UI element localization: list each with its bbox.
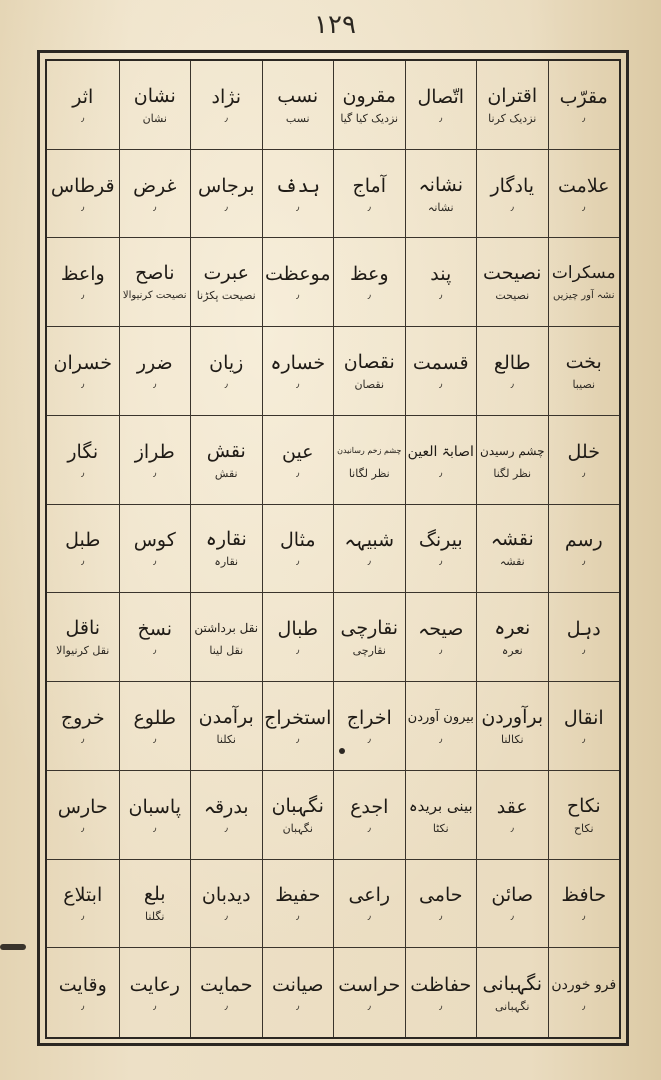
cell-word: ناصح	[135, 262, 175, 285]
cell-gloss: ٫	[81, 290, 85, 302]
table-cell	[405, 416, 477, 505]
cell-gloss: نگہبانی	[495, 999, 530, 1013]
cell-gloss: نزدیک کرنا	[488, 111, 537, 125]
cell-gloss: ٫	[510, 822, 514, 834]
table-cell	[119, 771, 191, 860]
table-cell	[333, 593, 405, 682]
cell-gloss: ٫	[439, 112, 443, 124]
table-cell	[476, 238, 548, 327]
cell-word: طلوع	[133, 706, 177, 729]
table-cell	[190, 860, 262, 949]
table-cell	[190, 327, 262, 416]
cell-word: وقایت	[58, 973, 107, 996]
cell-gloss: نسب	[285, 111, 310, 125]
table-cell	[119, 238, 191, 327]
cell-word: شبیہہ	[344, 529, 395, 552]
table-cell	[119, 860, 191, 949]
cell-word: بخت	[565, 351, 602, 374]
cell-word: فرو خوردن	[551, 976, 617, 993]
cell-word: انقال	[563, 706, 604, 729]
cell-word: عقد	[496, 795, 528, 818]
cell-gloss: ٫	[439, 911, 443, 923]
table-cell	[119, 61, 191, 150]
cell-word: طبل	[65, 529, 101, 552]
table-cell	[262, 416, 334, 505]
table-cell	[476, 61, 548, 150]
cell-gloss: ٫	[224, 1000, 228, 1012]
table-cell	[190, 416, 262, 505]
cell-word: خسارہ	[270, 352, 326, 375]
table-cell	[476, 327, 548, 416]
cell-gloss: نقشہ	[499, 555, 525, 569]
cell-gloss: ٫	[296, 733, 300, 745]
cell-gloss: ٫	[224, 911, 228, 923]
table-cell	[333, 505, 405, 594]
cell-word: رعایت	[129, 973, 180, 996]
table-cell	[119, 505, 191, 594]
cell-gloss: ٫	[153, 201, 157, 213]
table-cell	[333, 238, 405, 327]
cell-gloss: ٫	[367, 556, 371, 568]
cell-gloss: ٫	[81, 733, 85, 745]
cell-word: واعظ	[60, 263, 105, 286]
table-cell	[333, 327, 405, 416]
table-cell	[405, 238, 477, 327]
cell-gloss: ٫	[81, 1000, 85, 1012]
ink-dot	[339, 748, 345, 754]
cell-word: اخراج	[346, 706, 392, 729]
cell-gloss: ٫	[439, 733, 443, 745]
cell-word: استخراج	[264, 706, 332, 729]
cell-word: زیان	[209, 352, 244, 375]
cell-word: اقتران	[487, 84, 538, 107]
cell-gloss: ٫	[582, 556, 586, 568]
cell-gloss: نگلنا	[145, 910, 165, 924]
table-cell	[333, 61, 405, 150]
cell-gloss: ٫	[367, 201, 371, 213]
table-cell	[190, 505, 262, 594]
cell-gloss: نقصان	[354, 378, 385, 392]
cell-gloss: ٫	[296, 911, 300, 923]
table-cell	[47, 150, 119, 239]
table-cell	[190, 150, 262, 239]
cell-word: نصیحت	[483, 262, 542, 285]
cell-word: حامی	[418, 884, 463, 907]
cell-word: نقارچی	[340, 617, 398, 640]
cell-gloss: نصیبا	[572, 378, 596, 392]
cell-word: علامت	[558, 174, 610, 197]
cell-word: نشان	[133, 84, 176, 107]
cell-gloss: ٫	[81, 379, 85, 391]
cell-word: خلل	[567, 440, 600, 463]
cell-word: ہدف	[275, 174, 321, 197]
cell-gloss: نصیحت	[495, 289, 530, 303]
cell-word: نسب	[277, 84, 319, 107]
cell-word: عبرت	[203, 262, 249, 285]
table-cell	[47, 682, 119, 771]
cell-gloss: ٫	[582, 911, 586, 923]
cell-word: نقشہ	[490, 528, 534, 551]
table-cell	[262, 238, 334, 327]
cell-gloss: نشہ آور چیزیں	[553, 290, 615, 302]
cell-word: عین	[281, 440, 314, 463]
cell-gloss: نقارہ	[214, 555, 239, 569]
cell-word: حمایت	[200, 973, 253, 996]
cell-word: نگہبان	[271, 794, 324, 817]
cell-gloss: ٫	[153, 733, 157, 745]
cell-word: برآوردن	[481, 705, 544, 728]
table-cell	[405, 593, 477, 682]
cell-word: حارس	[57, 795, 108, 818]
cell-word: صیانت	[271, 973, 324, 996]
cell-gloss: ٫	[224, 201, 228, 213]
table-cell	[190, 593, 262, 682]
cell-gloss: ٫	[81, 112, 85, 124]
table-cell	[548, 416, 620, 505]
table-cell	[190, 61, 262, 150]
cell-gloss: نکلنا	[216, 732, 236, 746]
cell-gloss: ٫	[296, 467, 300, 479]
table-cell	[190, 682, 262, 771]
cell-word: طبال	[277, 618, 318, 641]
cell-gloss: ٫	[296, 290, 300, 302]
cell-word: راعی	[348, 884, 391, 907]
cell-gloss: ٫	[582, 645, 586, 657]
table-cell	[262, 860, 334, 949]
cell-gloss: ٫	[367, 1000, 371, 1012]
table-cell	[405, 327, 477, 416]
cell-word: خسران	[53, 352, 112, 375]
cell-word: دہل	[566, 618, 601, 641]
cell-gloss: نشان	[142, 111, 167, 125]
cell-gloss: ٫	[153, 645, 157, 657]
table-cell	[262, 593, 334, 682]
table-cell	[190, 948, 262, 1037]
cell-gloss: نعرہ	[501, 644, 523, 658]
cell-gloss: نقل کرنیوالا	[56, 644, 110, 658]
cell-gloss: ٫	[296, 1000, 300, 1012]
cell-word: نقارہ	[205, 528, 247, 551]
table-cell	[47, 593, 119, 682]
binding-mark	[0, 944, 26, 950]
cell-word: پند	[430, 263, 452, 286]
table-cell	[119, 948, 191, 1037]
table-cell	[333, 416, 405, 505]
cell-word: صائن	[491, 884, 534, 907]
cell-gloss: ٫	[153, 1000, 157, 1012]
table-cell	[47, 61, 119, 150]
cell-gloss: ٫	[296, 645, 300, 657]
cell-gloss: ٫	[439, 467, 443, 479]
table-cell	[405, 682, 477, 771]
cell-word: چشم رسیدن	[480, 443, 545, 458]
cell-gloss: ٫	[367, 733, 371, 745]
cell-gloss: ٫	[296, 556, 300, 568]
cell-gloss: ٫	[439, 290, 443, 302]
cell-gloss: نقش	[214, 466, 238, 480]
cell-word: اصابۃ العین	[407, 443, 474, 460]
cell-gloss: ٫	[153, 379, 157, 391]
cell-gloss: ٫	[81, 911, 85, 923]
cell-gloss: ٫	[439, 556, 443, 568]
cell-gloss: نگہبان	[282, 821, 313, 835]
table-cell	[405, 61, 477, 150]
table-cell	[405, 505, 477, 594]
cell-word: خروج	[60, 706, 105, 729]
cell-word: وعظ	[349, 263, 389, 286]
cell-word: مسکرات	[551, 263, 616, 284]
cell-gloss: ٫	[439, 1000, 443, 1012]
cell-word: بدرقہ	[203, 795, 249, 818]
table-cell	[476, 682, 548, 771]
cell-word: غرض	[133, 174, 177, 197]
table-cell	[548, 238, 620, 327]
cell-gloss: ٫	[510, 201, 514, 213]
cell-gloss: نظر لگنا	[493, 466, 532, 480]
table-cell	[405, 860, 477, 949]
cell-word: حافظ	[561, 884, 607, 907]
cell-word: نقصان	[343, 351, 395, 374]
cell-word: نعرہ	[494, 617, 531, 640]
table-cell	[548, 682, 620, 771]
cell-word: دیدبان	[201, 884, 251, 907]
cell-word: حفیظ	[275, 884, 321, 907]
table-cell	[476, 416, 548, 505]
cell-gloss: ٫	[224, 112, 228, 124]
table-cell	[47, 238, 119, 327]
cell-gloss: ٫	[582, 1000, 586, 1012]
table-cell	[47, 327, 119, 416]
cell-gloss: نکٹا	[432, 821, 449, 835]
cell-word: موعظت	[264, 263, 331, 286]
table-cell	[405, 771, 477, 860]
table-cell	[47, 860, 119, 949]
cell-gloss: نکاح	[573, 821, 594, 835]
table-cell	[476, 505, 548, 594]
cell-word: نکاح	[566, 794, 601, 817]
table-cell	[262, 682, 334, 771]
table-cell	[548, 860, 620, 949]
table-cell	[190, 771, 262, 860]
cell-gloss: ٫	[153, 822, 157, 834]
cell-gloss: ٫	[153, 556, 157, 568]
cell-gloss: ٫	[153, 467, 157, 479]
cell-word: برآمدن	[198, 705, 254, 728]
table-cell	[405, 150, 477, 239]
cell-word: مقرّب	[559, 85, 608, 108]
table-cell	[548, 150, 620, 239]
cell-gloss: ٫	[296, 201, 300, 213]
table-cell	[262, 150, 334, 239]
cell-gloss: ٫	[81, 201, 85, 213]
cell-gloss: ٫	[367, 290, 371, 302]
cell-gloss: ٫	[439, 379, 443, 391]
table-cell	[262, 61, 334, 150]
cell-word: طراز	[134, 440, 175, 463]
table-cell	[548, 61, 620, 150]
table-cell	[476, 593, 548, 682]
cell-gloss: نقارچی	[352, 644, 386, 658]
table-cell	[262, 327, 334, 416]
table-cell	[548, 771, 620, 860]
table-cell	[333, 771, 405, 860]
cell-word: ابتلاع	[63, 884, 103, 907]
table-cell	[262, 771, 334, 860]
cell-word: مقرون	[342, 84, 396, 107]
table-cell	[333, 860, 405, 949]
cell-gloss: ٫	[81, 556, 85, 568]
table-cell	[262, 505, 334, 594]
cell-word: بیرون آوردن	[407, 709, 474, 725]
cell-gloss: نقل لینا	[209, 644, 244, 658]
cell-word: بلع	[143, 883, 166, 906]
table-cell	[190, 238, 262, 327]
table-cell	[119, 150, 191, 239]
cell-word: چشم زخم رسانیدن	[337, 445, 402, 455]
cell-gloss: ٫	[582, 467, 586, 479]
cell-word: نژاد	[211, 85, 242, 108]
table-cell	[333, 948, 405, 1037]
cell-word: قسمت	[412, 352, 469, 375]
cell-word: ضرر	[136, 352, 173, 375]
cell-word: صیحہ	[418, 618, 464, 641]
cell-word: اتّصال	[417, 85, 465, 108]
cell-gloss: ٫	[367, 822, 371, 834]
cell-gloss: ٫	[367, 911, 371, 923]
cell-gloss: نصیحت کرنیوالا	[122, 290, 187, 302]
table-cell	[262, 948, 334, 1037]
table-cell	[119, 416, 191, 505]
cell-word: برجاس	[198, 174, 255, 197]
table-cell	[476, 150, 548, 239]
table-cell	[548, 327, 620, 416]
cell-word: نقش	[206, 439, 246, 462]
cell-gloss: نظر لگانا	[348, 466, 390, 480]
cell-word: طالع	[493, 352, 531, 375]
cell-gloss: نکالنا	[501, 732, 524, 746]
table-cell	[333, 150, 405, 239]
table-cell	[119, 593, 191, 682]
table-cell	[47, 416, 119, 505]
cell-gloss: ٫	[296, 379, 300, 391]
cell-word: ناقل	[65, 617, 101, 640]
cell-gloss: ٫	[81, 822, 85, 834]
table-cell	[476, 948, 548, 1037]
cell-gloss: نشانہ	[427, 200, 454, 214]
cell-gloss: ٫	[439, 645, 443, 657]
table-cell	[548, 505, 620, 594]
cell-gloss: ٫	[582, 112, 586, 124]
cell-word: مثال	[280, 529, 316, 552]
cell-gloss: ٫	[224, 822, 228, 834]
table-cell	[119, 682, 191, 771]
cell-word: بینی بریدہ	[408, 796, 473, 815]
cell-gloss: ٫	[582, 201, 586, 213]
cell-word: نقل برداشتن	[194, 621, 259, 636]
cell-word: رسم	[564, 529, 603, 552]
table-cell	[476, 771, 548, 860]
cell-word: پاسبان	[128, 795, 181, 818]
cell-word: بیرنگ	[418, 529, 463, 552]
table-cell	[333, 682, 405, 771]
cell-gloss: ٫	[81, 467, 85, 479]
table-cell	[548, 948, 620, 1037]
cell-gloss: ٫	[224, 379, 228, 391]
cell-word: کوس	[133, 529, 176, 552]
cell-word: حفاظت	[410, 973, 472, 996]
cell-gloss: نصیحت پکڑنا	[196, 289, 256, 303]
page-number: ۱۲۹	[314, 10, 356, 40]
cell-word: اجدع	[350, 795, 389, 818]
vocabulary-table	[45, 59, 621, 1039]
cell-word: حراست	[338, 973, 401, 996]
table-cell	[548, 593, 620, 682]
cell-word: نسخ	[137, 618, 173, 641]
cell-word: قرطاس	[50, 174, 115, 197]
table-cell	[119, 327, 191, 416]
cell-gloss: نزدیک کیا گیا	[340, 111, 399, 125]
table-cell	[47, 771, 119, 860]
cell-gloss: ٫	[510, 379, 514, 391]
cell-gloss: ٫	[510, 911, 514, 923]
cell-gloss: ٫	[582, 733, 586, 745]
cell-word: یادگار	[490, 174, 535, 197]
table-cell	[476, 860, 548, 949]
table-cell	[405, 948, 477, 1037]
cell-word: نگار	[67, 440, 99, 463]
cell-word: اثر	[72, 85, 94, 108]
table-cell	[47, 505, 119, 594]
cell-word: نگہبانی	[482, 972, 543, 995]
table-cell	[47, 948, 119, 1037]
cell-word: نشانہ	[418, 173, 463, 196]
cell-word: آماج	[352, 174, 387, 197]
